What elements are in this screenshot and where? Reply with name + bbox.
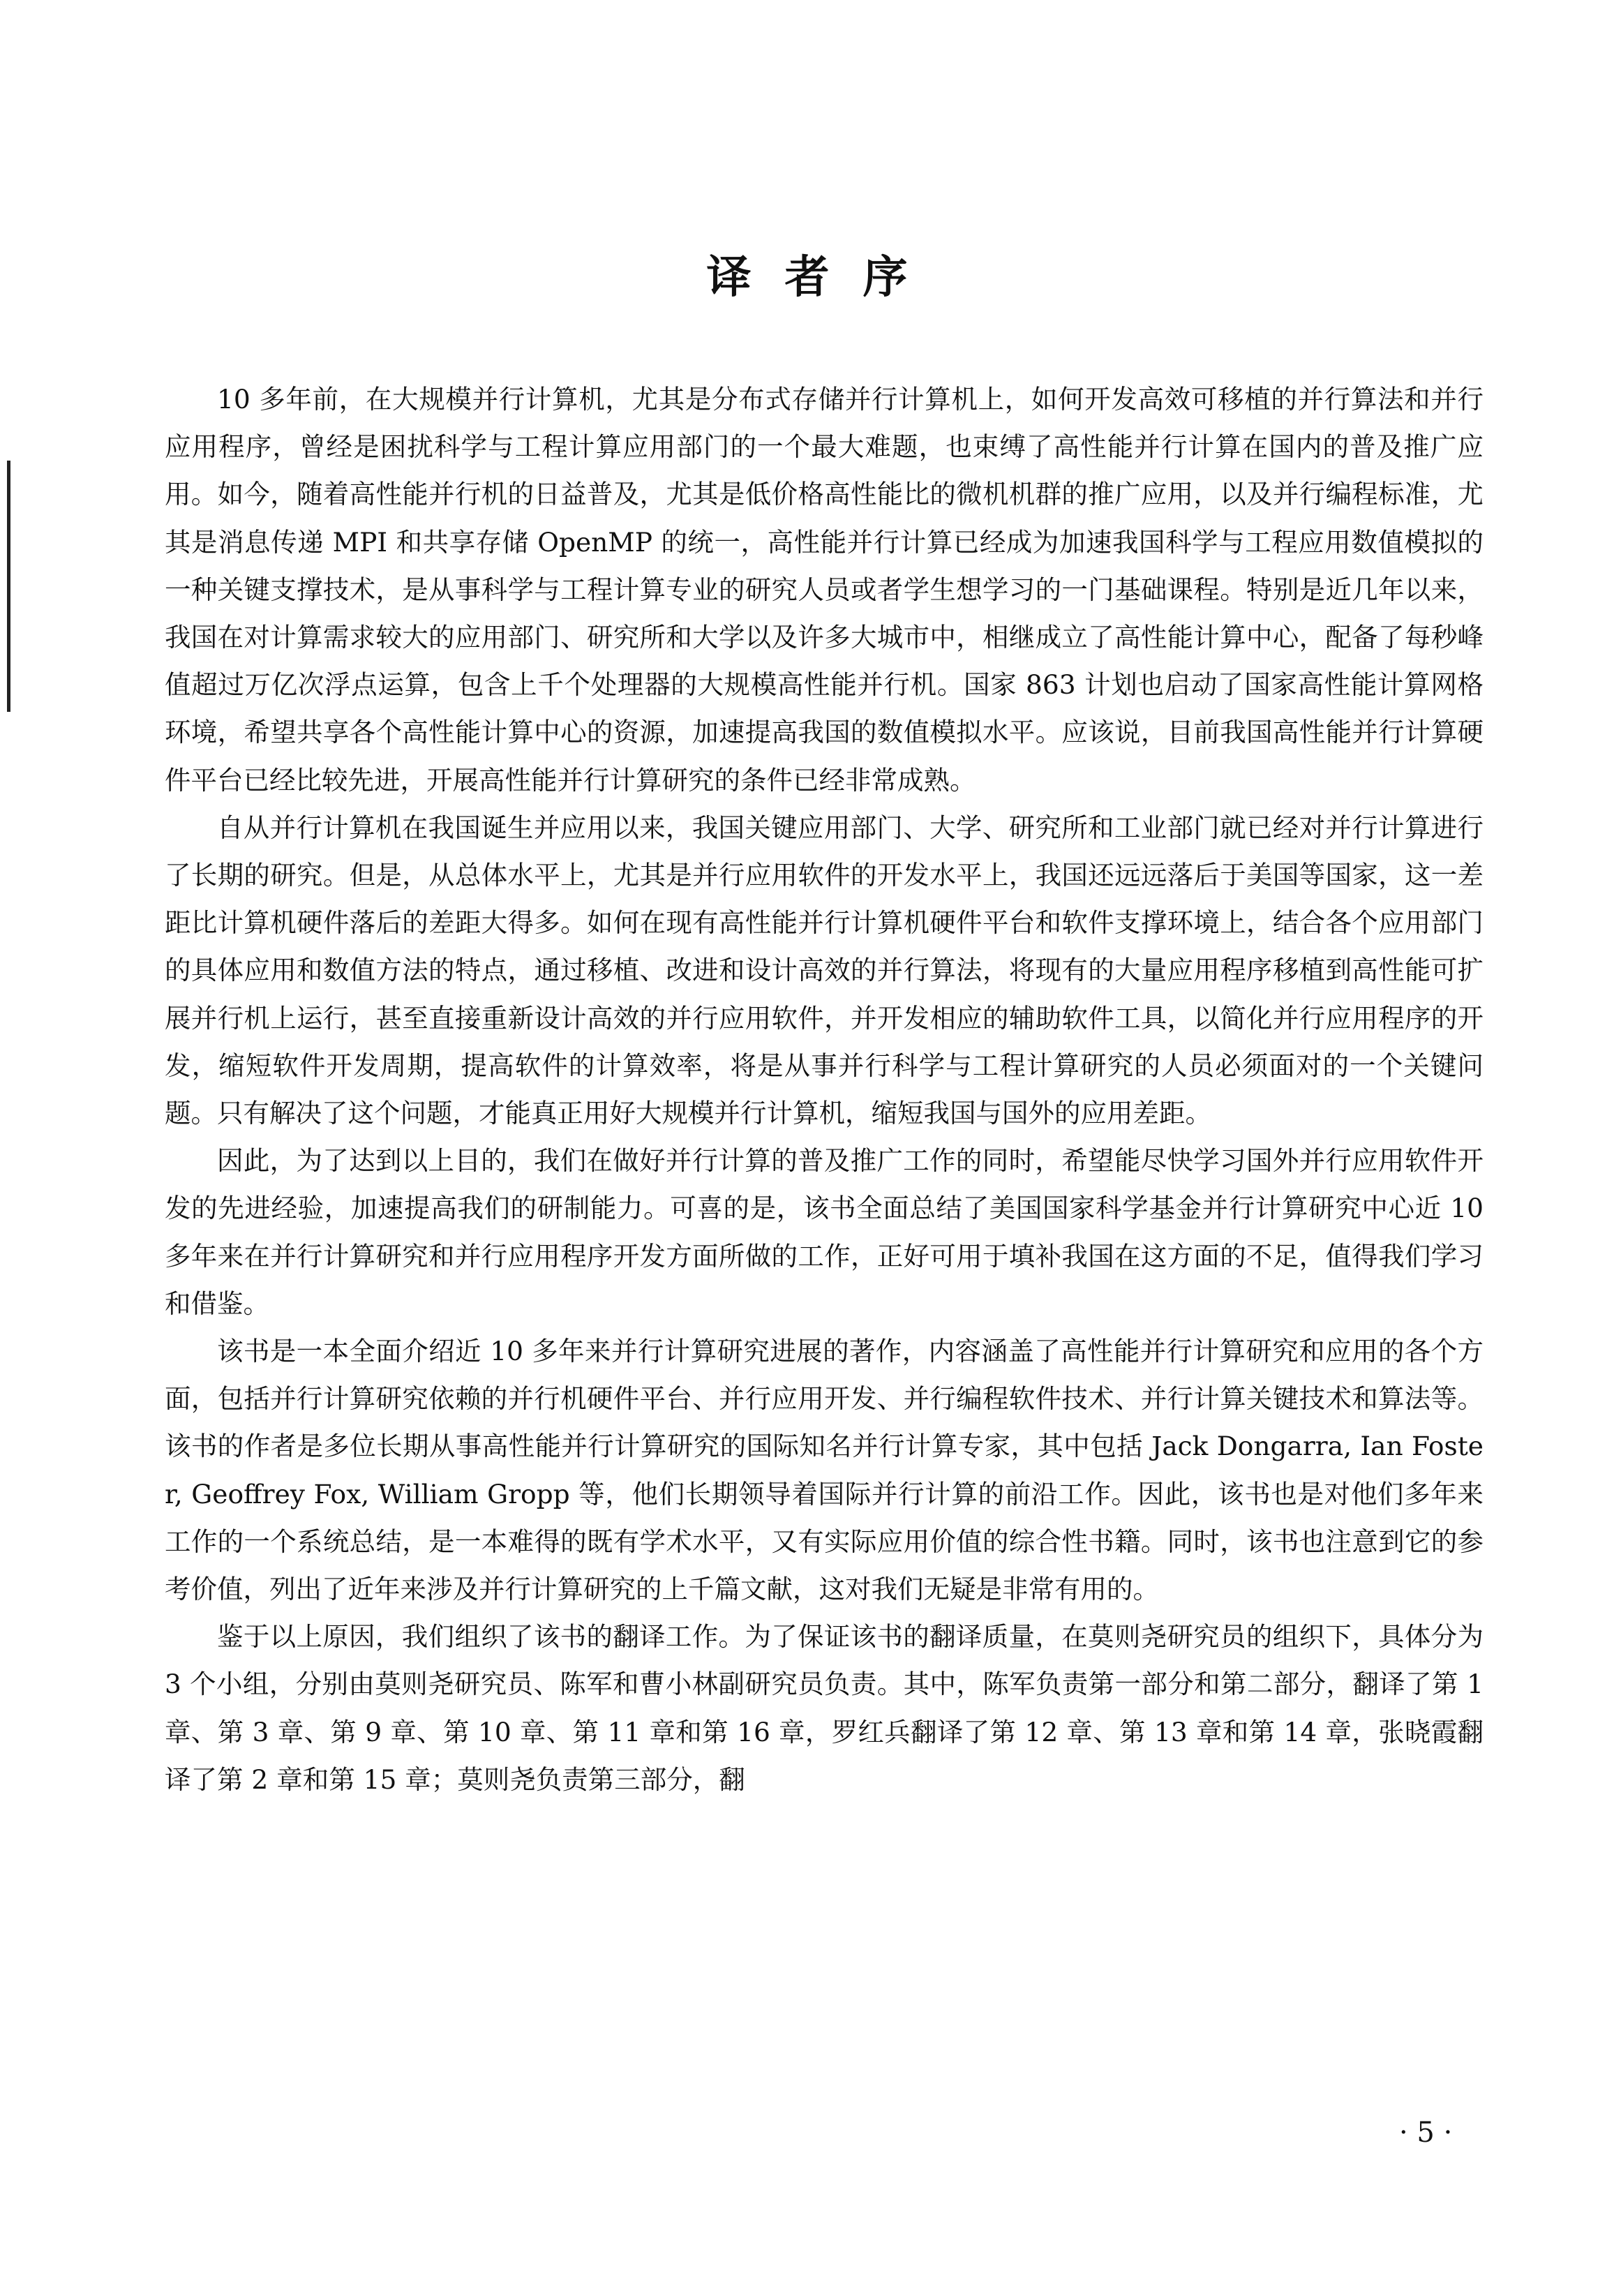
paragraph-3: 因此，为了达到以上目的，我们在做好并行计算的普及推广工作的同时，希望能尽快学习国外并行应用软件开发的先进经验，加速提高我们的研制能力。可喜的是，该书全面总结了美国国家科学基金并行计算研究中心近 10 多年来在并行计算研究和并行应用程序开发方面所做的工作，正好可用于填补我国在这方面的不足，值得我们学习和借鉴。 bbox=[165, 1145, 1484, 1319]
paragraph-2: 自从并行计算机在我国诞生并应用以来，我国关键应用部门、大学、研究所和工业部门就已经对并行计算进行了长期的研究。但是，从总体水平上，尤其是并行应用软件的开发水平上，我国还远远落后于美国等国家，这一差距比计算机硬件落后的差距大得多。如何在现有高性能并行计算机硬件平台和软件支撑环境上，结合各个应用部门的具体应用和数值方法的特点，通过移植、改进和设计高效的并行算法，将现有的大量应用程序移植到高性能可扩展并行机上运行，甚至直接重新设计高效的并行应用软件，并开发相应的辅助软件工具，以简化并行应用程序的开发，缩短软件开发周期，提高软件的计算效率，将是从事并行科学与工程计算研究的人员必须面对的一个关键问题。只有解决了这个问题，才能真正用好大规模并行计算机，缩短我国与国外的应用差距。 bbox=[165, 812, 1484, 1129]
page-title: 译者序 bbox=[706, 251, 941, 304]
paragraph-1: 10 多年前，在大规模并行计算机，尤其是分布式存储并行计算机上，如何开发高效可移植的并行算法和并行应用程序，曾经是困扰科学与工程计算应用部门的一个最大难题，也束缚了高性能并行计算在国内的普及推广应用。如今，随着高性能并行机的日益普及，尤其是低价格高性能比的微机机群的推广应用，以及并行编程标准，尤其是消息传递 MPI 和共享存储 OpenMP 的统一，高性能并行计算已经成为加速我国科学与工程应用数值模拟的一种关键支撑技术，是从事科学与工程计算专业的研究人员或者学生想学习的一门基础课程。特别是近几年以来，我国在对计算需求较大的应用部门、研究所和大学以及许多大城市中，相继成立了高性能计算中心，配备了每秒峰值超过万亿次浮点运算，包含上千个处理器的大规模高性能并行机。国家 863 计划也启动了国家高性能计算网格环境，希望共享各个高性能计算中心的资源，加速提高我国的数值模拟水平。应该说，目前我国高性能并行计算硬件平台已经比较先进，开展高性能并行计算研究的条件已经非常成熟。 bbox=[165, 384, 1484, 796]
paragraph-5: 鉴于以上原因，我们组织了该书的翻译工作。为了保证该书的翻译质量，在莫则尧研究员的组织下，具体分为 3 个小组，分别由莫则尧研究员、陈军和曹小林副研究员负责。其中，陈军负责第一部分和第二部分，翻译了第 1 章、第 3 章、第 9 章、第 10 章、第 11 章和第 16 章，罗红兵翻译了第 12 章、第 13 章和第 14 章，张晓霞翻译了第 2 章和第 15 章；莫则尧负责第三部分，翻 bbox=[165, 1621, 1484, 1795]
page-number: · 5 · bbox=[1399, 2117, 1453, 2149]
scan-edge-mark bbox=[7, 461, 10, 712]
body-text bbox=[165, 375, 1484, 1803]
paragraph-4: 该书是一本全面介绍近 10 多年来并行计算研究进展的著作，内容涵盖了高性能并行计算研究和应用的各个方面，包括并行计算研究依赖的并行机硬件平台、并行应用开发、并行编程软件技术、并行计算关键技术和算法等。该书的作者是多位长期从事高性能并行计算研究的国际知名并行计算专家，其中包括 Jack Dongarra, Ian Foster, Geoffrey Fox, William Gropp 等，他们长期领导着国际并行计算的前沿工作。因此，该书也是对他们多年来工作的一个系统总结，是一本难得的既有学术水平，又有实际应用价值的综合性书籍。同时，该书也注意到它的参考价值，列出了近年来涉及并行计算研究的上千篇文献，这对我们无疑是非常有用的。 bbox=[165, 1336, 1484, 1605]
